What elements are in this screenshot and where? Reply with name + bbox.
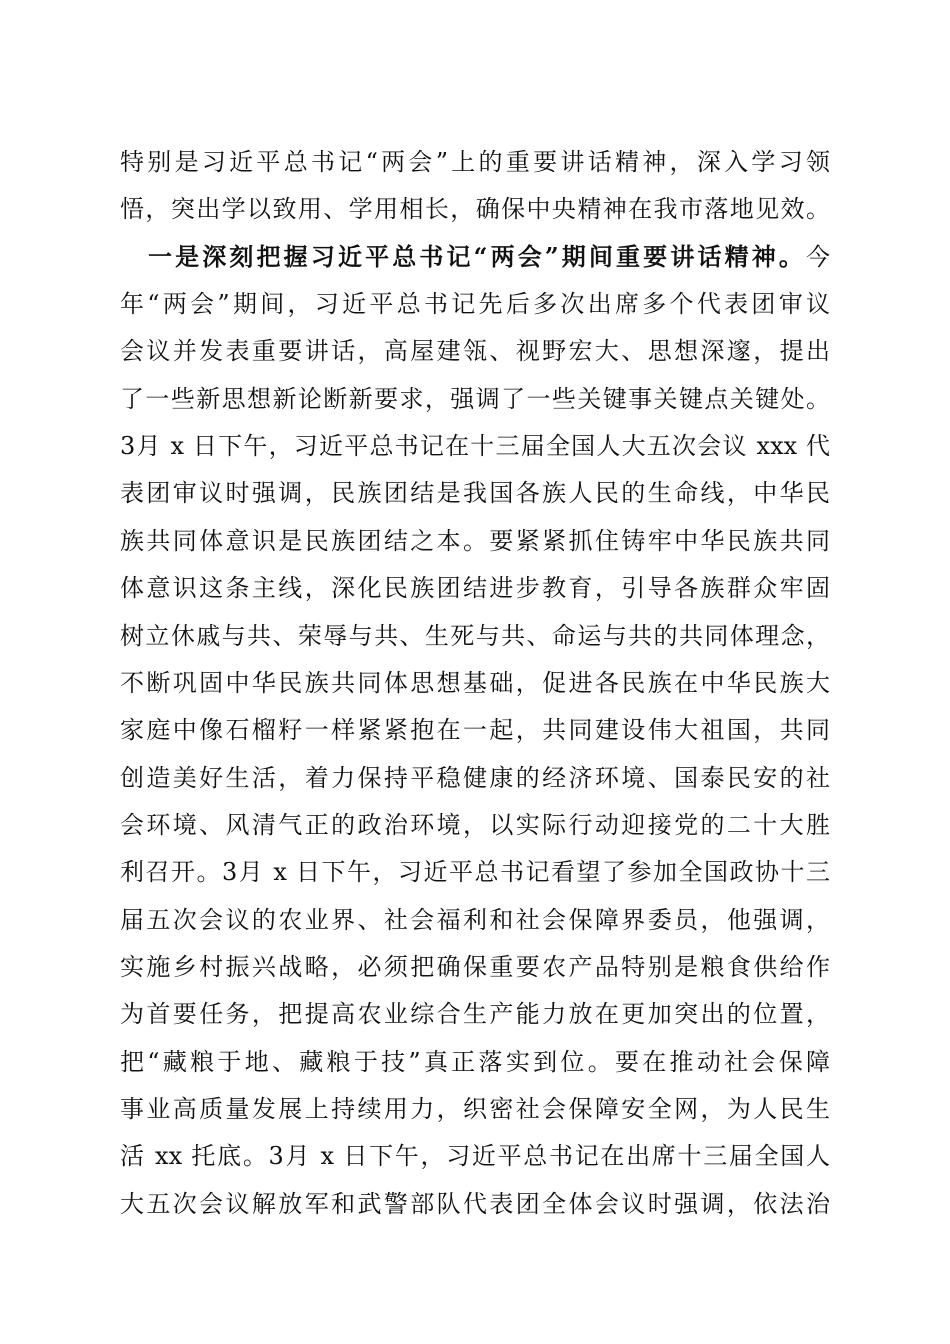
text-line: 把“藏粮于地、藏粮于技”真正落实到位。要在推动社会保障 (120, 1047, 830, 1076)
text-line: 3月 x 日下午，习近平总书记在十三届全国人大五次会议 xxx 代 (120, 432, 830, 461)
text-line: 创造美好生活，着力保持平稳健康的经济环境、国泰民安的社 (120, 763, 830, 792)
text-line: 届五次会议的农业界、社会福利和社会保障界委员，他强调， (120, 905, 830, 934)
text-line: 会议并发表重要讲话，高屋建瓴、视野宏大、思想深邃，提出 (120, 337, 830, 366)
text-line: 体意识这条主线，深化民族团结进步教育，引导各族群众牢固 (120, 574, 830, 603)
text-line: 事业高质量发展上持续用力，织密社会保障安全网，为人民生 (120, 1095, 830, 1123)
text-line: 利召开。3月 x 日下午，习近平总书记看望了参加全国政协十三 (120, 858, 830, 887)
text-line: 族共同体意识是民族团结之本。要紧紧抓住铸牢中华民族共同 (120, 526, 830, 555)
text-line: 大五次会议解放军和武警部队代表团全体会议时强调，依法治 (120, 1189, 830, 1218)
text-line: 不断巩固中华民族共同体思想基础，促进各民族在中华民族大 (120, 668, 830, 697)
text-line: 表团审议时强调，民族团结是我国各族人民的生命线，中华民 (120, 479, 830, 508)
text-line: 家庭中像石榴籽一样紧紧抱在一起，共同建设伟大祖国，共同 (120, 716, 830, 745)
text-line: 会环境、风清气正的政治环境，以实际行动迎接党的二十大胜 (120, 810, 830, 839)
text-line: 了一些新思想新论断新要求，强调了一些关键事关键点关键处。 (120, 384, 830, 413)
text-line: 特别是习近平总书记“两会”上的重要讲话精神，深入学习领 (120, 148, 830, 176)
paragraph-text: 今 (806, 242, 830, 271)
text-line: 年“两会”期间，习近平总书记先后多次出席多个代表团审议 (120, 290, 830, 319)
text-line: 为首要任务，把提高农业综合生产能力放在更加突出的位置， (120, 1000, 830, 1029)
section-heading-line (148, 240, 830, 274)
text-line: 悟，突出学以致用、学用相长，确保中央精神在我市落地见效。 (120, 195, 830, 224)
text-line: 树立休戚与共、荣辱与共、生死与共、命运与共的共同体理念， (120, 621, 830, 650)
text-line: 实施乡村振兴战略，必须把确保重要农产品特别是粮食供给作 (120, 952, 830, 981)
text-line: 活 xx 托底。3月 x 日下午，习近平总书记在出席十三届全国人 (120, 1142, 830, 1171)
section-heading: 一是深刻把握习近平总书记“两会”期间重要讲话精神。 (148, 241, 806, 271)
